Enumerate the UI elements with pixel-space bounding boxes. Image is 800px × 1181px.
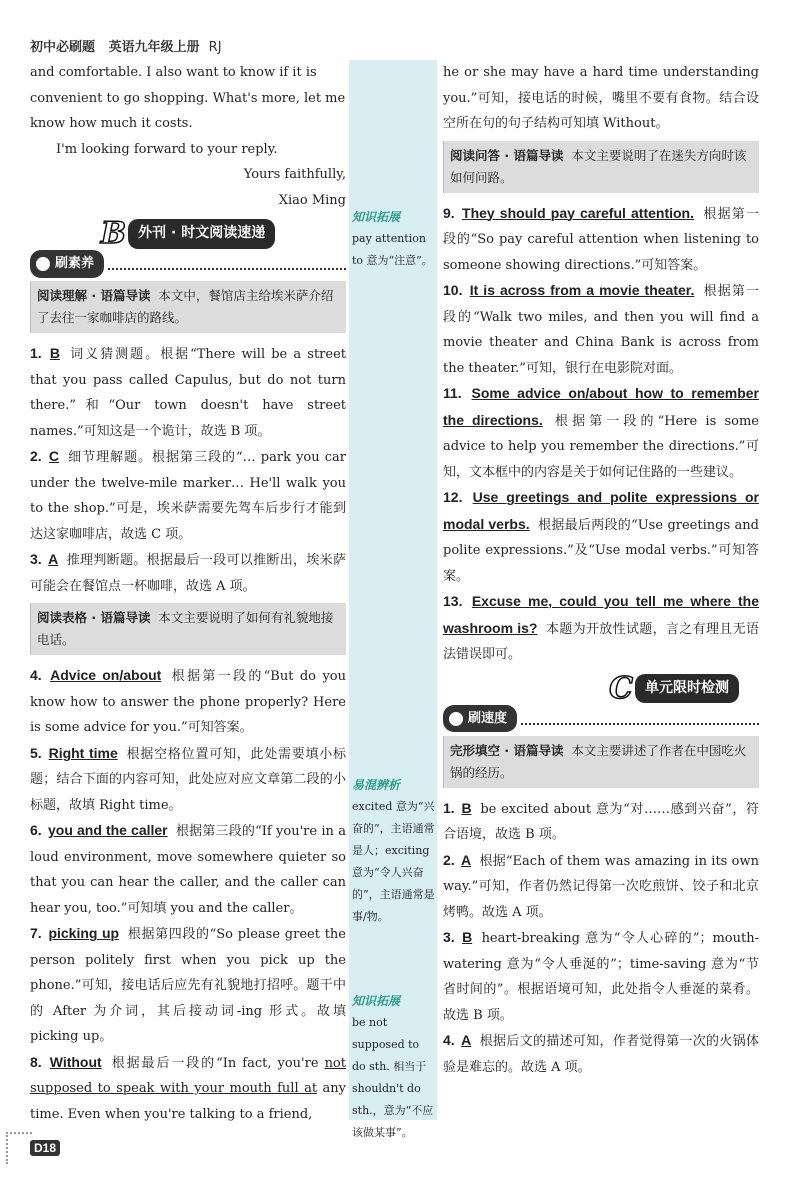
item-answer: It is across from a movie theater.: [469, 282, 695, 298]
item-number: 4.: [443, 1032, 455, 1048]
answer-item: [443, 278, 759, 381]
side-note-text: be not supposed to do sth. 相当于 shouldn't do sth.，意为“不应该做某事”。: [352, 1016, 434, 1139]
item-answer: C: [48, 448, 59, 464]
item-answer: B: [462, 929, 473, 945]
answer-item: [443, 1028, 759, 1080]
brush-icon: [36, 257, 50, 271]
letter-line: and comfortable. I also want to know if it is: [30, 65, 317, 80]
answer-item: [30, 1050, 346, 1128]
guide-text: 本文中，餐馆店主给埃米萨介绍了去往一家咖啡店的路线。: [37, 288, 334, 325]
item-answer: B: [49, 345, 60, 361]
header-series: 初中必刷题: [30, 40, 96, 55]
guide-label: 阅读表格 · 语篇导读: [37, 610, 151, 625]
side-note: [352, 990, 436, 1144]
side-note: [352, 774, 436, 928]
side-note-tag: 易混辨析: [352, 778, 401, 792]
banner-b-text: 外刊 · 时文阅读速递: [128, 219, 275, 249]
answer-item: [443, 848, 759, 926]
letter-line: convenient to go shopping. What's more, let me: [30, 90, 346, 106]
item-number: 7.: [30, 925, 42, 941]
guide-label: 阅读问答 · 语篇导读: [450, 147, 564, 163]
header-subject: 英语九年级上册: [108, 40, 200, 55]
answer-item: [30, 921, 346, 1050]
item-explanation: 根据第一段的“So pay careful attention when listening to someone showing directions.”可知答案。: [443, 206, 759, 273]
answer-item: [443, 381, 759, 485]
side-note-tag: 知识拓展: [352, 210, 401, 224]
left-column: [30, 60, 346, 1127]
banner-c-text: 单元限时检测: [635, 674, 739, 704]
item-answer: A: [461, 1032, 472, 1048]
item-answer: A: [461, 851, 472, 868]
item-explanation: 根据第一段的“But do you know how to answer the phone properly? Here is some advice for you.”可知答案。: [30, 669, 346, 735]
item-answer: B: [461, 799, 472, 816]
item-number: 8.: [30, 1053, 42, 1070]
item-explanation: 根据“Each of them was amazing in its own way.”可知，作者仍然记得第一次吃煎饼、饺子和北京烤鸭。故选 A 项。: [443, 853, 759, 920]
page-header: [30, 36, 222, 55]
guide-box: [443, 736, 759, 788]
item-explanation: any time. Even when you're talking to a friend,: [30, 1081, 346, 1122]
section-label: 刷速度: [468, 710, 508, 726]
dotted-divider: [521, 713, 759, 725]
item-answer: Right time: [48, 744, 118, 761]
item-answer: Excuse me, could you tell me where the washroom is?: [443, 593, 760, 636]
letter-line: know how much it costs.: [30, 116, 193, 131]
item-explanation: 根据第一段的“Walk two miles, and then you will find a movie theater and China Bank is across from the theater.”可知，银行在电影院对面。: [443, 284, 759, 376]
item-explanation: 细节理解题。根据第三段的“… park you car under the twelve-mile marker… He'll walk you to the shop.”可是，埃米萨需要先驾车后步行才能到达这家咖啡店，故选 C 项。: [30, 450, 347, 542]
item-answer: Some advice on/about how to remember the directions.: [443, 385, 759, 428]
page-number: D18: [30, 1140, 60, 1156]
item-number: 10.: [443, 282, 463, 298]
item-number: 9.: [443, 204, 455, 221]
guide-label: 阅读理解 · 语篇导读: [37, 288, 151, 303]
brush-icon: [449, 712, 463, 726]
side-note-text: pay attention to 意为“注意”。: [352, 232, 433, 267]
item-explanation: 词义猜测题。根据“There will be a street that you pass called Capulus, but do not turn there.”和“Our town doesn't have street names.”可知这是一个诡计，故选 B 项。: [30, 347, 346, 439]
answer-item: [443, 589, 759, 668]
item-number: 2.: [443, 851, 455, 868]
letter-closing: I'm looking forward to your reply.: [56, 141, 278, 157]
letter-signoff: Yours faithfully,: [243, 167, 346, 182]
header-edition: RJ: [208, 40, 222, 55]
item-explanation: 根据最后两段的“Use greetings and polite expressions.”及“Use modal verbs.”可知答案。: [443, 517, 759, 584]
item-number: 1.: [30, 345, 42, 361]
item-number: 4.: [30, 667, 42, 683]
item-explanation: 根据空格位置可知，此处需要填小标题；结合下面的内容可知，此处应对应文章第二段的小标题，故填 Right time。: [30, 746, 346, 813]
item-number: 13.: [443, 593, 463, 609]
item-explanation: 根据第三段的“If you're in a loud environment, move somewhere quieter so that you can hear the caller, and the caller can hear you, too.”可知填 you and the caller。: [30, 824, 346, 916]
banner-c-letter: C: [609, 670, 633, 706]
item-explanation: 根据后文的描述可知，作者觉得第一次的火锅体验是难忘的。故选 A 项。: [443, 1034, 759, 1075]
answer-item: [443, 485, 759, 589]
side-note-tag: 知识拓展: [352, 994, 401, 1008]
banner-b-letter: B: [100, 216, 127, 252]
guide-text: 本文主要讲述了作者在中国吃火锅的经历。: [450, 742, 747, 780]
item-explanation: 根据第四段的“So please greet the person politely first when you pick up the phone.”可知，接电话后应先有礼貌地打招呼。题干中的 After 为介词，其后接动词-ing 形式。故填 picking up。: [30, 927, 346, 1044]
side-note-text: excited 意为“兴奋的”，主语通常是人；exciting 意为“令人兴奋的”，主语通常是事/物。: [352, 800, 435, 923]
right-column: [443, 60, 759, 1080]
item-explanation: be excited about 意为“对……感到兴奋”，符合语境，故选 B 项。: [443, 801, 759, 842]
guide-box: [30, 281, 346, 333]
answer-item: [443, 925, 759, 1028]
answer-item: [30, 818, 346, 921]
item-explanation: 根据第一段的“Here is some advice to help you remember the directions.”可知，文本框中的内容是关于如何记住路的一些建议。: [443, 413, 759, 480]
answer-item: [30, 547, 346, 599]
item-explanation: 本题为开放性试题，言之有理且无语法错误即可。: [443, 621, 759, 662]
guide-text: 本文主要说明了如何有礼貌地接电话。: [37, 610, 334, 647]
item-number: 11.: [443, 385, 462, 401]
continued-text: he or she may have a hard time understanding you.”可知，接电话的时候，嘴里不要有食物。结合设空所在句的句子结构可知填 Without。: [443, 65, 759, 131]
section-pill: [30, 250, 104, 278]
item-answer: A: [48, 551, 59, 567]
item-answer: Use greetings and polite expressions or modal verbs.: [443, 489, 759, 532]
answer-item: [443, 201, 759, 279]
banner-b: [30, 216, 346, 252]
item-answer: They should pay careful attention.: [462, 204, 695, 221]
section-label: 刷素养: [55, 256, 95, 272]
item-explanation: heart-breaking 意为“令人心碎的”；mouth-watering 意为“令人垂涎的”；time-saving 意为“节省时间的”。根据语境可知，此处指令人垂涎的菜肴。故选 B 项。: [443, 931, 759, 1023]
answer-item: [443, 796, 759, 848]
item-number: 1.: [443, 799, 455, 816]
section-sudu: [443, 708, 759, 730]
item-answer: you and the caller: [48, 822, 168, 838]
guide-text: 本文主要说明了在迷失方向时该如何问路。: [450, 147, 747, 185]
section-pill: [443, 705, 517, 733]
answer-item: [30, 663, 346, 741]
item-answer: Without: [49, 1053, 102, 1070]
item-answer: picking up: [48, 925, 120, 941]
letter-name: Xiao Ming: [278, 192, 346, 208]
guide-box: [443, 141, 759, 193]
item-explanation: 根据最后一段的“In fact, you're: [111, 1055, 325, 1071]
guide-box: [30, 603, 346, 655]
item-answer: Advice on/about: [50, 667, 162, 683]
page-corner-mark: [6, 1132, 32, 1164]
guide-label: 完形填空 · 语篇导读: [450, 742, 564, 758]
item-number: 5.: [30, 744, 42, 761]
dotted-divider: [108, 258, 346, 270]
side-note: [352, 206, 436, 272]
item-explanation: 推理判断题。根据最后一段可以推断出，埃米萨可能会在餐馆点一杯咖啡，故选 A 项。: [30, 553, 346, 594]
answer-item: [30, 741, 346, 819]
item-number: 12.: [443, 489, 463, 505]
answer-item: [30, 444, 346, 547]
item-number: 6.: [30, 822, 42, 838]
section-suyang: [30, 253, 346, 275]
item-number: 2.: [30, 448, 42, 464]
answer-item: [30, 341, 346, 444]
item-number: 3.: [443, 929, 455, 945]
item-number: 3.: [30, 551, 42, 567]
banner-c: [443, 670, 759, 706]
item-explanation-underlined: not supposed to speak with your mouth full at: [30, 1055, 346, 1096]
